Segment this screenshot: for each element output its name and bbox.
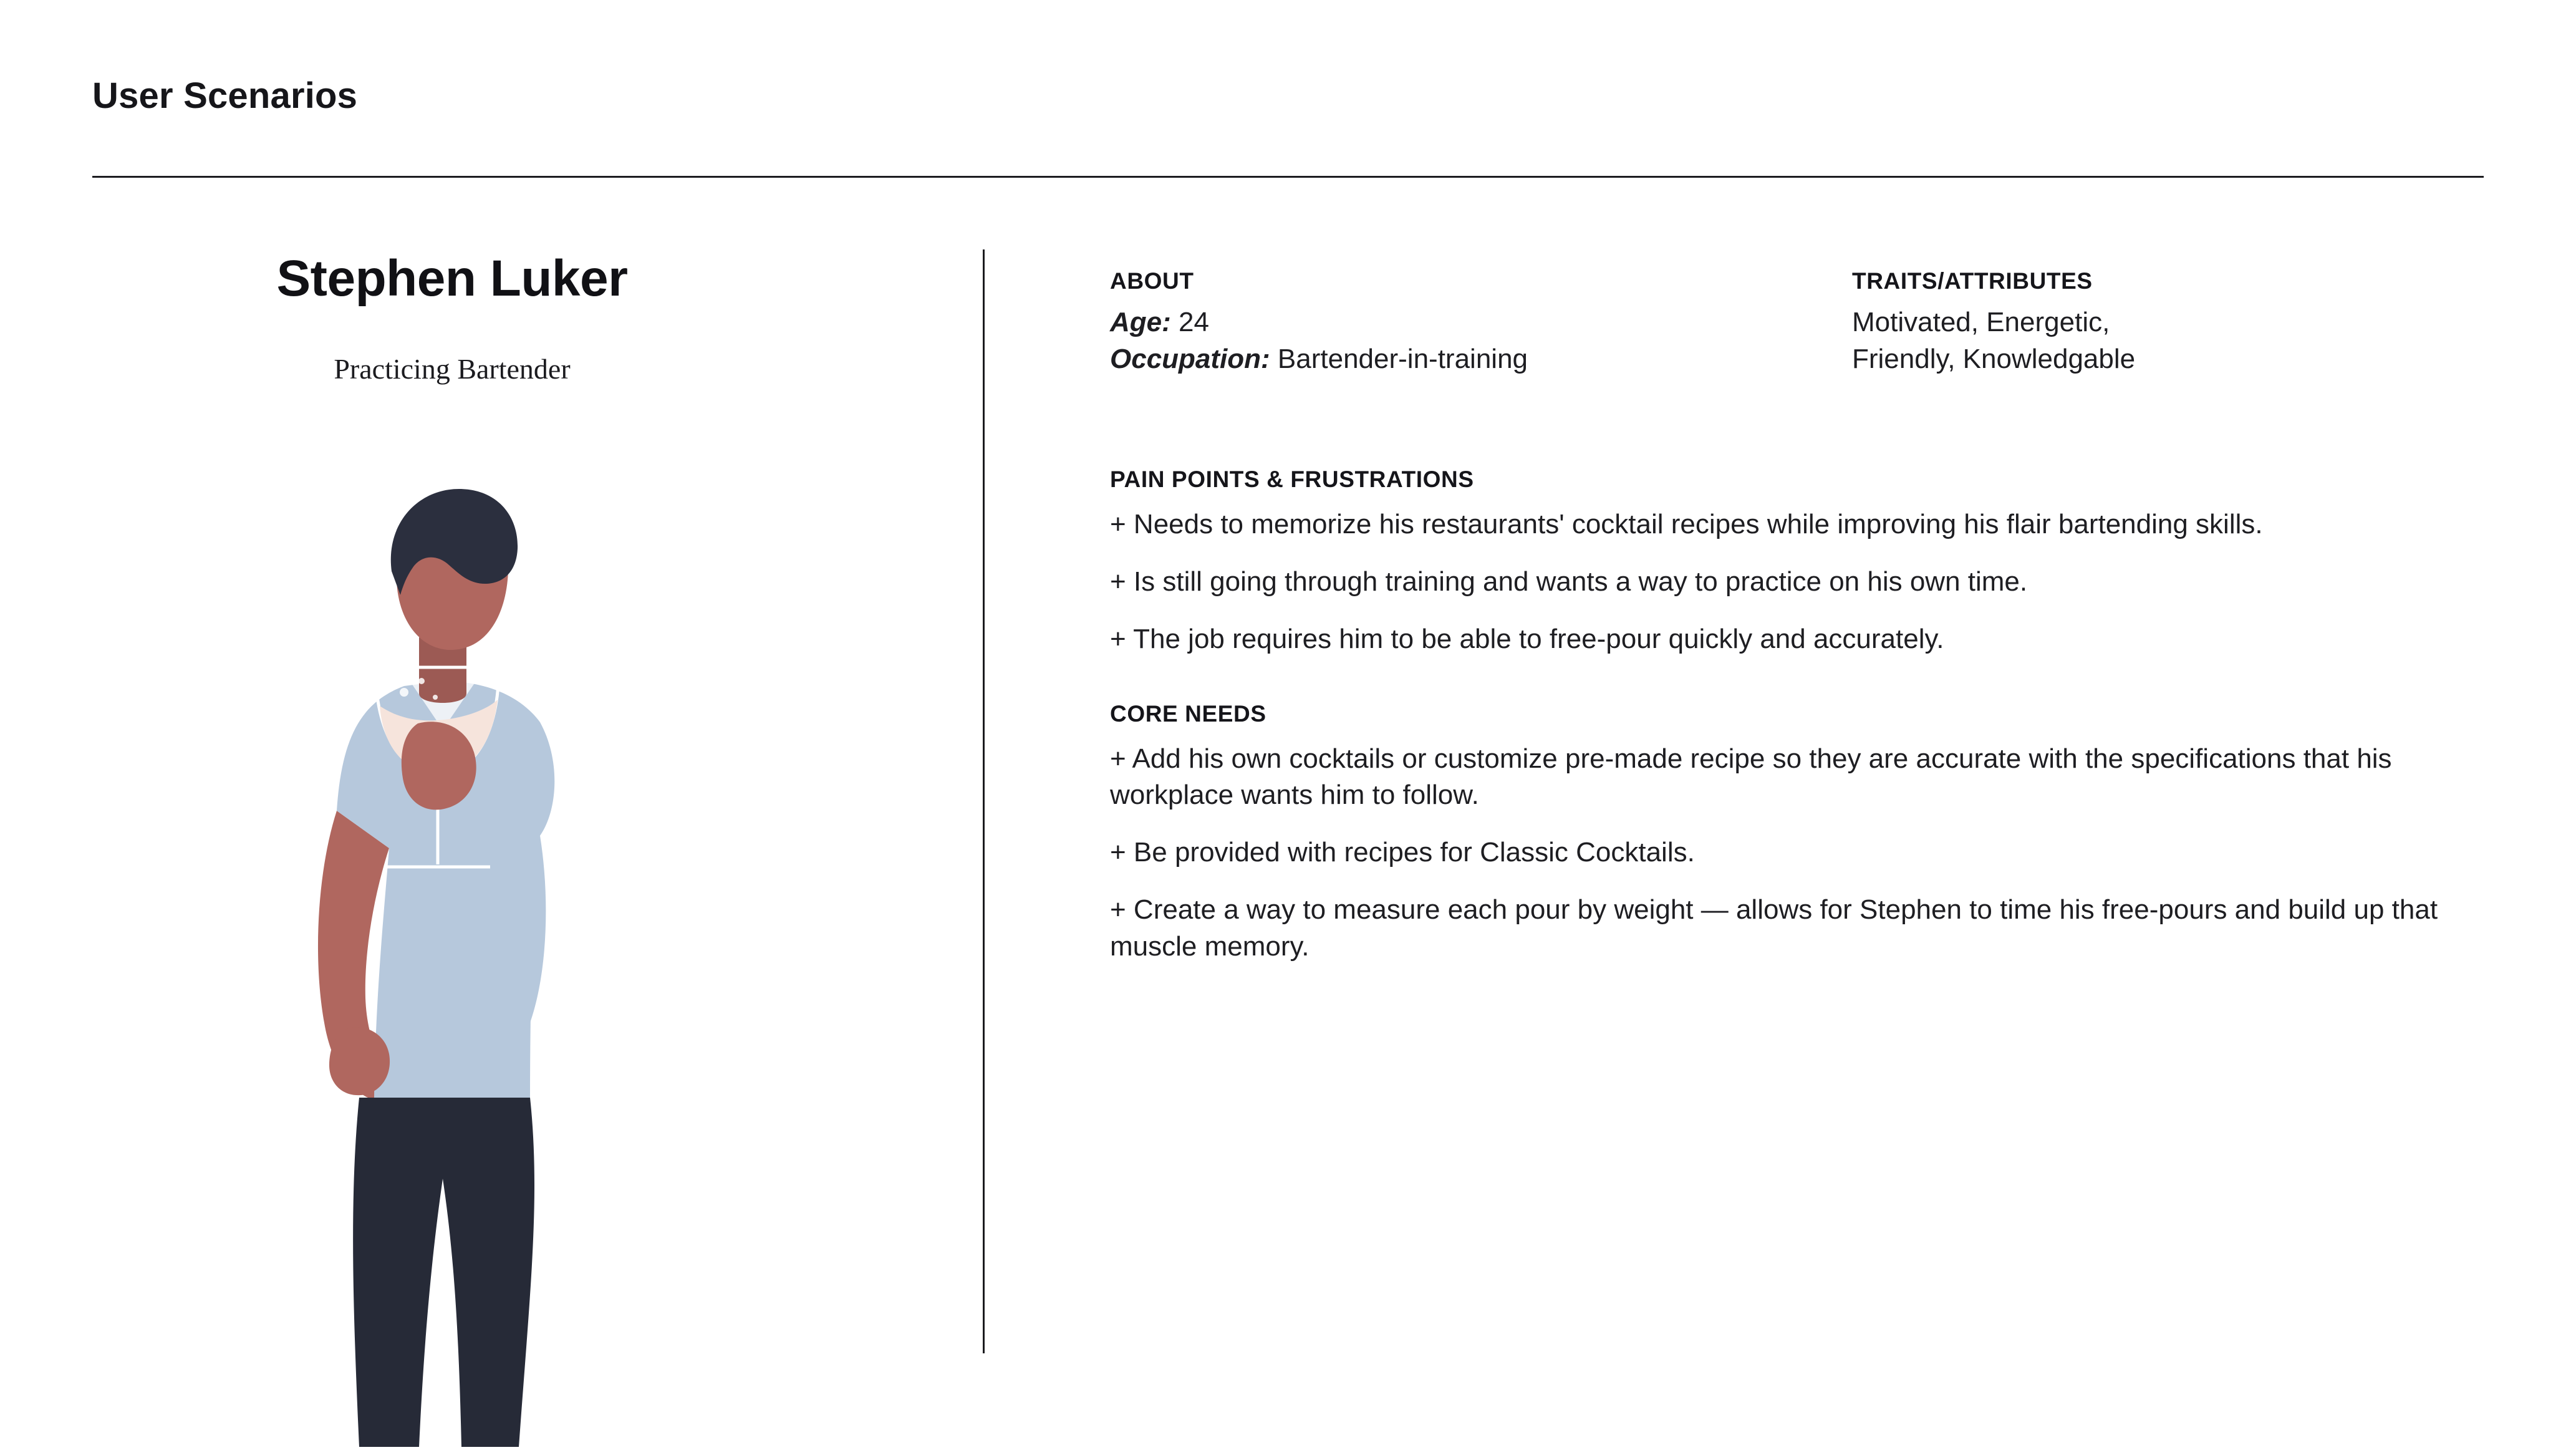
occupation-label: Occupation: (1110, 343, 1270, 374)
core-needs-label: CORE NEEDS (1110, 701, 1266, 727)
traits-line-2: Friendly, Knowledgable (1852, 343, 2136, 374)
persona-role: Practicing Bartender (334, 353, 571, 385)
traits-block (1852, 268, 2476, 377)
core-need-item: + Add his own cocktails or customize pre-made recipe so they are accurate with the specifications that his workplace wants him to follow. (1110, 743, 2392, 811)
persona-name: Stephen Luker (276, 250, 628, 307)
about-label: ABOUT (1110, 268, 1194, 294)
core-need-item: + Be provided with recipes for Classic Cocktails. (1110, 837, 1695, 868)
section-gap (1110, 657, 2501, 690)
about-occupation (1110, 341, 1846, 378)
column-divider (983, 249, 985, 1353)
core-need-item: + Create a way to measure each pour by weight — allows for Stephen to time his free-pours and build up that muscle memory. (1110, 894, 2438, 962)
about-traits-row (1110, 268, 2501, 455)
core-needs-block (1110, 701, 2501, 964)
pain-points-block (1110, 466, 2501, 657)
about-age (1110, 304, 1846, 341)
pain-point-item: + The job requires him to be able to free-pour quickly and accurately. (1110, 624, 1944, 655)
traits-label: TRAITS/ATTRIBUTES (1852, 268, 2093, 294)
page-title: User Scenarios (92, 75, 358, 116)
about-block (1110, 268, 1846, 377)
traits-line-1: Motivated, Energetic, (1852, 307, 2110, 337)
age-value: 24 (1179, 307, 1209, 337)
bartender-illustration (237, 462, 686, 1447)
occupation-value: Bartender-in-training (1277, 343, 1528, 374)
age-label: Age: (1110, 307, 1171, 337)
pain-point-item: + Needs to memorize his restaurants' cocktail recipes while improving his flair bartending skills. (1110, 509, 2263, 539)
header-divider (92, 176, 2484, 178)
persona-details (1110, 268, 2501, 965)
pain-point-item: + Is still going through training and wants a way to practice on his own time. (1110, 566, 2028, 597)
pain-points-label: PAIN POINTS & FRUSTRATIONS (1110, 466, 1474, 492)
